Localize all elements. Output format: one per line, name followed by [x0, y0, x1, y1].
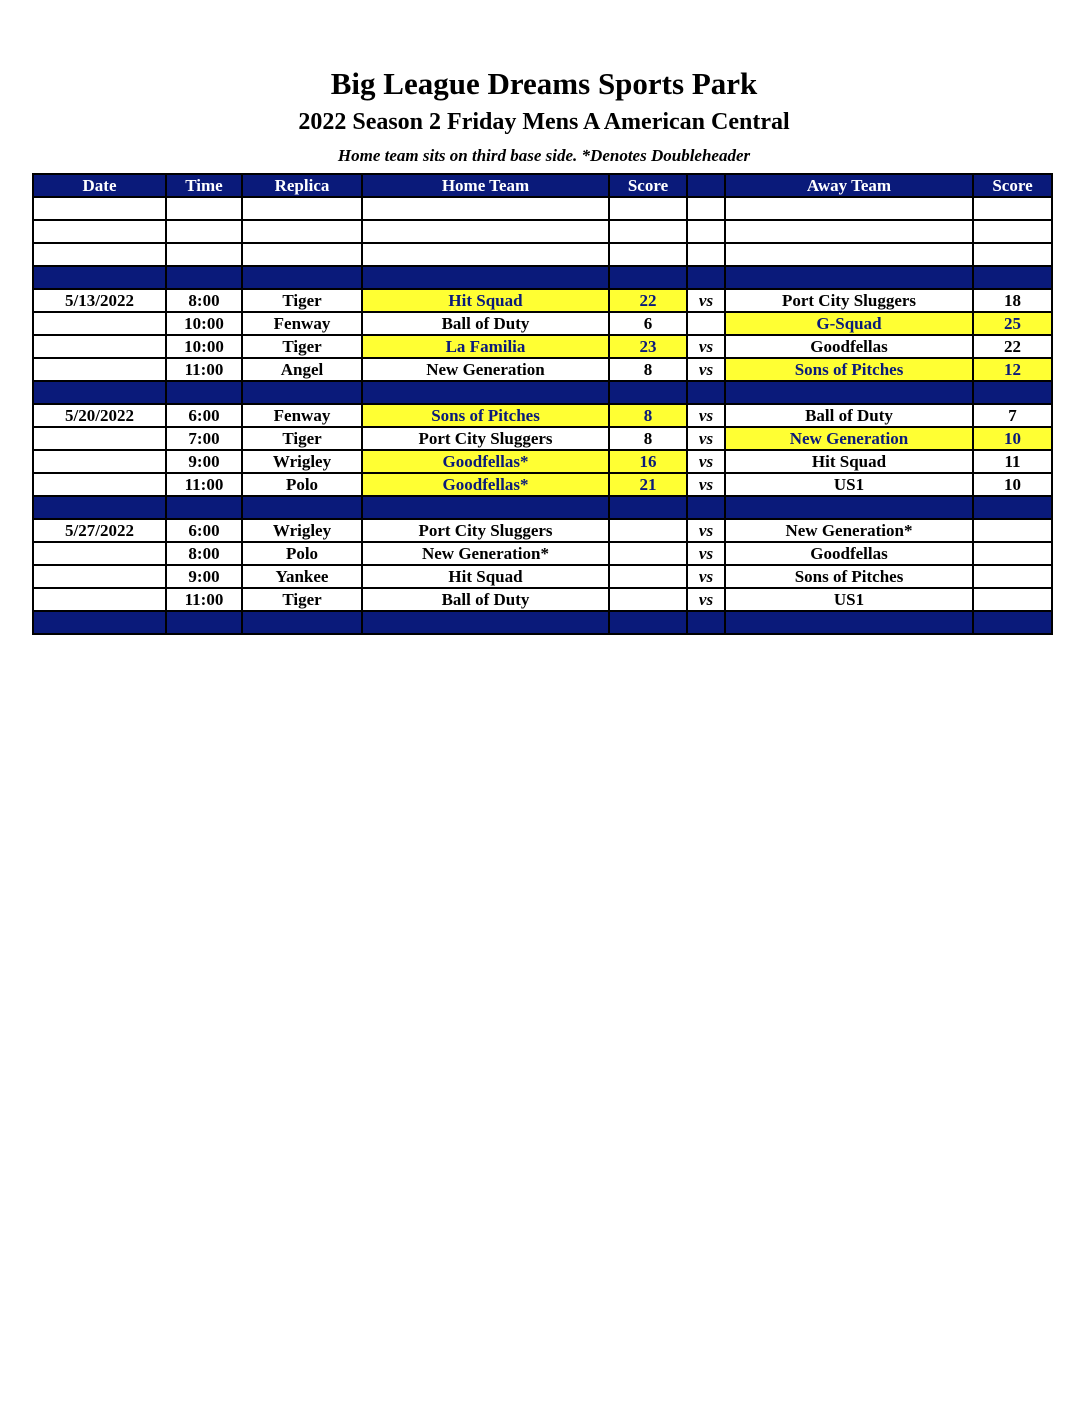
away-team-cell: Sons of Pitches [725, 358, 973, 381]
separator-row [33, 496, 1052, 519]
away-team-cell: US1 [725, 588, 973, 611]
page-title: Big League Dreams Sports Park [330, 66, 758, 101]
date-cell [33, 335, 166, 358]
home-score-cell: 16 [609, 450, 687, 473]
time-cell: 10:00 [166, 335, 242, 358]
time-cell [166, 381, 242, 404]
replica-cell [242, 611, 362, 634]
time-cell: 10:00 [166, 312, 242, 335]
away-score-cell: 25 [973, 312, 1052, 335]
col-header-vs [687, 174, 725, 197]
away-score-cell [973, 496, 1052, 519]
home-score-cell [609, 519, 687, 542]
away-team-cell: New Generation* [725, 519, 973, 542]
game-row [33, 427, 1052, 450]
schedule-body [33, 197, 1052, 634]
away-score-cell: 12 [973, 358, 1052, 381]
replica-cell: Angel [242, 358, 362, 381]
away-score-cell: 18 [973, 289, 1052, 312]
vs-cell [687, 611, 725, 634]
date-cell [33, 450, 166, 473]
separator-row [33, 381, 1052, 404]
separator-row [33, 611, 1052, 634]
replica-cell: Polo [242, 542, 362, 565]
replica-cell [242, 243, 362, 266]
time-cell: 8:00 [166, 542, 242, 565]
blank-row [33, 243, 1052, 266]
date-cell [33, 473, 166, 496]
home-score-cell [609, 496, 687, 519]
away-score-cell: 10 [973, 473, 1052, 496]
time-cell: 6:00 [166, 519, 242, 542]
vs-cell [687, 220, 725, 243]
replica-cell: Wrigley [242, 450, 362, 473]
replica-cell [242, 496, 362, 519]
home-team-cell: Ball of Duty [362, 588, 609, 611]
vs-cell: vs [687, 588, 725, 611]
home-team-cell: Hit Squad [362, 565, 609, 588]
home-score-cell [609, 266, 687, 289]
time-cell [166, 611, 242, 634]
replica-cell: Tiger [242, 588, 362, 611]
date-cell [33, 542, 166, 565]
blank-row [33, 220, 1052, 243]
replica-cell: Wrigley [242, 519, 362, 542]
home-score-cell: 6 [609, 312, 687, 335]
col-header-away-score: Score [973, 174, 1052, 197]
time-cell [166, 220, 242, 243]
home-team-cell [362, 381, 609, 404]
date-cell [33, 427, 166, 450]
home-score-cell: 23 [609, 335, 687, 358]
replica-cell: Tiger [242, 289, 362, 312]
replica-cell [242, 197, 362, 220]
game-row [33, 565, 1052, 588]
header-row [33, 174, 1052, 197]
home-score-cell [609, 197, 687, 220]
away-team-cell: Hit Squad [725, 450, 973, 473]
away-score-cell [973, 611, 1052, 634]
home-score-cell [609, 588, 687, 611]
away-team-cell: Sons of Pitches [725, 565, 973, 588]
away-score-cell [973, 588, 1052, 611]
date-cell [33, 220, 166, 243]
away-score-cell [973, 519, 1052, 542]
game-row [33, 335, 1052, 358]
time-cell [166, 496, 242, 519]
away-team-cell [725, 220, 973, 243]
away-score-cell: 7 [973, 404, 1052, 427]
home-team-cell: New Generation [362, 358, 609, 381]
col-header-away-team: Away Team [725, 174, 973, 197]
vs-cell [687, 381, 725, 404]
time-cell: 8:00 [166, 289, 242, 312]
away-score-cell [973, 197, 1052, 220]
away-team-cell: G-Squad [725, 312, 973, 335]
away-team-cell [725, 197, 973, 220]
home-team-cell: Goodfellas* [362, 450, 609, 473]
game-row [33, 473, 1052, 496]
game-row [33, 450, 1052, 473]
away-score-cell [973, 565, 1052, 588]
vs-cell [687, 312, 725, 335]
away-score-cell [973, 266, 1052, 289]
date-cell [33, 243, 166, 266]
schedule-note: Home team sits on third base side. *Denotes Doubleheader [337, 146, 751, 165]
vs-cell: vs [687, 542, 725, 565]
home-score-cell [609, 220, 687, 243]
vs-cell: vs [687, 404, 725, 427]
home-score-cell: 21 [609, 473, 687, 496]
home-score-cell: 8 [609, 427, 687, 450]
home-score-cell [609, 381, 687, 404]
away-score-cell [973, 243, 1052, 266]
col-header-home-score: Score [609, 174, 687, 197]
date-cell [33, 381, 166, 404]
replica-cell: Polo [242, 473, 362, 496]
away-team-cell: Port City Sluggers [725, 289, 973, 312]
home-team-cell: Ball of Duty [362, 312, 609, 335]
time-cell [166, 243, 242, 266]
separator-row [33, 266, 1052, 289]
away-team-cell [725, 243, 973, 266]
home-team-cell: Sons of Pitches [362, 404, 609, 427]
vs-cell: vs [687, 335, 725, 358]
replica-cell [242, 220, 362, 243]
home-team-cell: Hit Squad [362, 289, 609, 312]
date-cell [33, 266, 166, 289]
time-cell: 11:00 [166, 358, 242, 381]
vs-cell: vs [687, 473, 725, 496]
date-cell [33, 197, 166, 220]
home-team-cell [362, 611, 609, 634]
home-team-cell: New Generation* [362, 542, 609, 565]
date-cell [33, 588, 166, 611]
away-score-cell: 11 [973, 450, 1052, 473]
replica-cell [242, 266, 362, 289]
away-score-cell [973, 381, 1052, 404]
vs-cell: vs [687, 289, 725, 312]
away-team-cell: Goodfellas [725, 542, 973, 565]
replica-cell: Fenway [242, 312, 362, 335]
away-team-cell [725, 611, 973, 634]
home-team-cell [362, 496, 609, 519]
time-cell: 11:00 [166, 473, 242, 496]
time-cell [166, 266, 242, 289]
date-cell: 5/20/2022 [33, 404, 166, 427]
home-team-cell: Port City Sluggers [362, 519, 609, 542]
away-score-cell [973, 220, 1052, 243]
home-score-cell [609, 542, 687, 565]
home-score-cell: 8 [609, 358, 687, 381]
home-score-cell [609, 611, 687, 634]
col-header-date: Date [33, 174, 166, 197]
time-cell: 9:00 [166, 565, 242, 588]
away-team-cell [725, 381, 973, 404]
time-cell: 9:00 [166, 450, 242, 473]
date-cell: 5/27/2022 [33, 519, 166, 542]
away-team-cell: Goodfellas [725, 335, 973, 358]
away-team-cell [725, 496, 973, 519]
home-team-cell: La Familia [362, 335, 609, 358]
home-team-cell [362, 220, 609, 243]
date-cell [33, 496, 166, 519]
home-team-cell [362, 197, 609, 220]
date-cell: 5/13/2022 [33, 289, 166, 312]
page-subtitle: 2022 Season 2 Friday Mens A American Central [298, 109, 790, 135]
home-team-cell: Goodfellas* [362, 473, 609, 496]
replica-cell: Fenway [242, 404, 362, 427]
home-team-cell [362, 243, 609, 266]
vs-cell: vs [687, 358, 725, 381]
vs-cell [687, 266, 725, 289]
away-team-cell: New Generation [725, 427, 973, 450]
away-team-cell: Ball of Duty [725, 404, 973, 427]
col-header-replica: Replica [242, 174, 362, 197]
date-cell [33, 312, 166, 335]
time-cell: 11:00 [166, 588, 242, 611]
home-team-cell: Port City Sluggers [362, 427, 609, 450]
game-row [33, 404, 1052, 427]
replica-cell: Tiger [242, 427, 362, 450]
col-header-home-team: Home Team [362, 174, 609, 197]
away-score-cell [973, 542, 1052, 565]
replica-cell [242, 381, 362, 404]
home-score-cell: 22 [609, 289, 687, 312]
vs-cell: vs [687, 519, 725, 542]
replica-cell: Yankee [242, 565, 362, 588]
date-cell [33, 565, 166, 588]
game-row [33, 358, 1052, 381]
away-team-cell: US1 [725, 473, 973, 496]
vs-cell: vs [687, 427, 725, 450]
away-team-cell [725, 266, 973, 289]
game-row [33, 588, 1052, 611]
time-cell [166, 197, 242, 220]
replica-cell: Tiger [242, 335, 362, 358]
date-cell [33, 611, 166, 634]
time-cell: 6:00 [166, 404, 242, 427]
game-row [33, 289, 1052, 312]
vs-cell [687, 243, 725, 266]
home-team-cell [362, 266, 609, 289]
vs-cell [687, 496, 725, 519]
vs-cell: vs [687, 565, 725, 588]
schedule-table [32, 173, 1053, 635]
time-cell: 7:00 [166, 427, 242, 450]
game-row [33, 542, 1052, 565]
game-row [33, 312, 1052, 335]
date-cell [33, 358, 166, 381]
home-score-cell: 8 [609, 404, 687, 427]
vs-cell: vs [687, 450, 725, 473]
away-score-cell: 22 [973, 335, 1052, 358]
away-score-cell: 10 [973, 427, 1052, 450]
col-header-time: Time [166, 174, 242, 197]
home-score-cell [609, 565, 687, 588]
game-row [33, 519, 1052, 542]
vs-cell [687, 197, 725, 220]
home-score-cell [609, 243, 687, 266]
blank-row [33, 197, 1052, 220]
